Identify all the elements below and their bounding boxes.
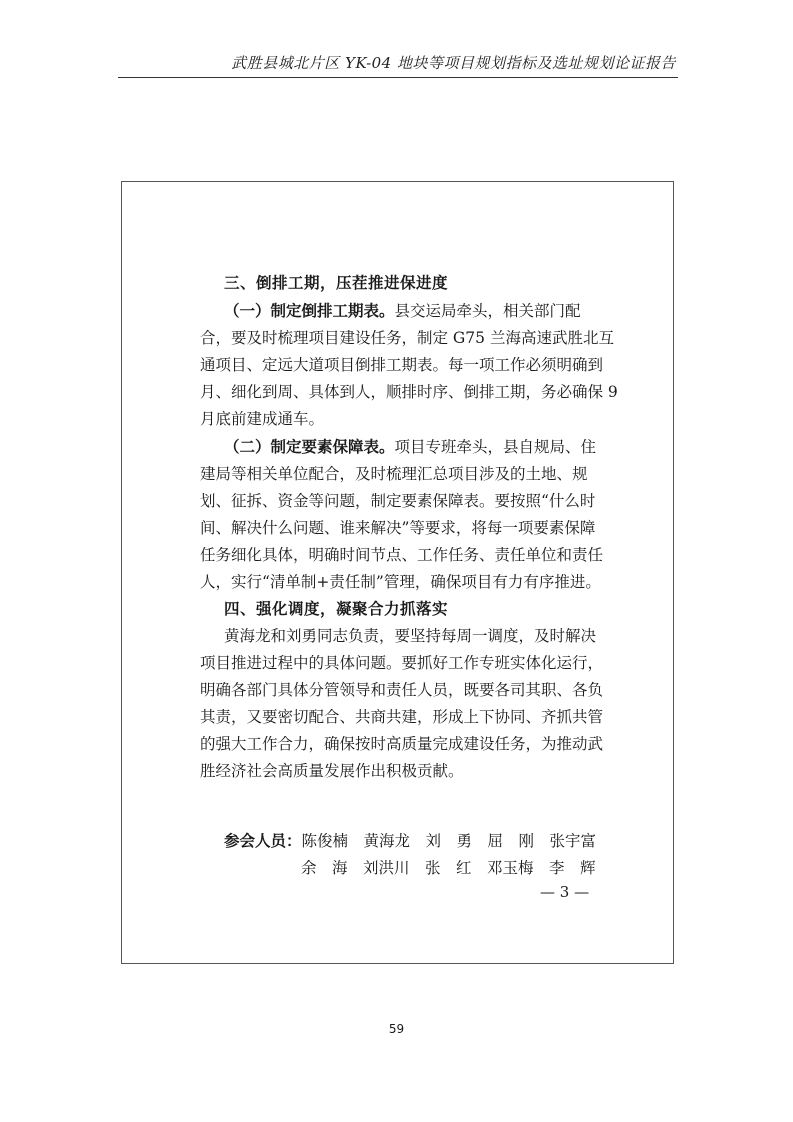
attendees-block — [224, 828, 608, 882]
attendees-names-1: 陈俊楠 黄海龙 刘 勇 屈 刚 张宇富 — [301, 832, 597, 850]
document-body — [200, 270, 618, 785]
text-line: 月底前建成通车。 — [200, 410, 325, 428]
paragraph-coordination — [200, 623, 608, 785]
running-header-title: 武胜县城北片区 YK-04 地块等项目规划指标及选址规划论证报告 — [231, 54, 676, 72]
text-line: 黄海龙和刘勇同志负责，要坚持每周一调度，及时解决 — [224, 627, 597, 645]
paragraph-work-schedule — [200, 297, 618, 433]
text-line: 明确各部门具体分管领导和责任人员，既要各司其职、各负 — [200, 681, 604, 699]
section-four-heading: 四、强化调度，凝聚合力抓落实 — [224, 600, 449, 618]
text-line: 人，实行“清单制+责任制”管理，确保项目有力有序推进。 — [200, 573, 601, 591]
text-line: 的强大工作合力，确保按时高质量完成建设任务，为推动武 — [200, 735, 604, 753]
text-line: 其责，又要密切配合、共商共建，形成上下协同、齐抓共管 — [200, 708, 604, 726]
section-three-heading: 三、倒排工期，压茬推进保进度 — [224, 274, 449, 292]
text-line: 划、征拆、资金等问题，制定要素保障表。要按照“什么时 — [200, 492, 596, 510]
attendees-label: 参会人员： — [224, 832, 302, 850]
text-line: 建局等相关单位配合，及时梳理汇总项目涉及的土地、规 — [200, 465, 588, 483]
paragraph-line — [224, 433, 608, 461]
text-line: 间、解决什么问题、谁来解决”等要求，将每一项要素保障 — [200, 519, 596, 537]
subheading-resource-guarantee: （二）制定要素保障表。 — [224, 437, 395, 456]
subheading-work-schedule: （一）制定倒排工期表。 — [224, 301, 395, 320]
inner-page-number: — 3 — — [540, 883, 590, 901]
text-line: 任务细化具体，明确时间节点、工作任务、责任单位和责任 — [200, 546, 604, 564]
header-rule — [118, 77, 678, 78]
text-line: 项目专班牵头，县自规局、住 — [394, 438, 597, 456]
text-line: 通项目、定远大道项目倒排工期表。每一项工作必须明确到 — [200, 356, 604, 374]
page-number: 59 — [388, 1022, 405, 1036]
attendees-row-1 — [224, 828, 608, 855]
paragraph-resource-guarantee — [200, 433, 608, 596]
text-line: 合，要及时梳理项目建设任务，制定 G75 兰海高速武胜北互 — [200, 329, 614, 347]
text-line: 县交运局牵头，相关部门配 — [394, 302, 581, 320]
text-line: 月、细化到周、具体到人，顺排时序、倒排工期，务必确保 9 — [200, 383, 618, 401]
text-line: 胜经济社会高质量发展作出积极贡献。 — [200, 762, 464, 780]
paragraph-line — [224, 297, 608, 325]
attendees-row-2: 余 海 刘洪川 张 红 邓玉梅 李 辉 — [301, 859, 596, 877]
text-line: 项目推进过程中的具体问题。要抓好工作专班实体化运行， — [200, 654, 604, 672]
